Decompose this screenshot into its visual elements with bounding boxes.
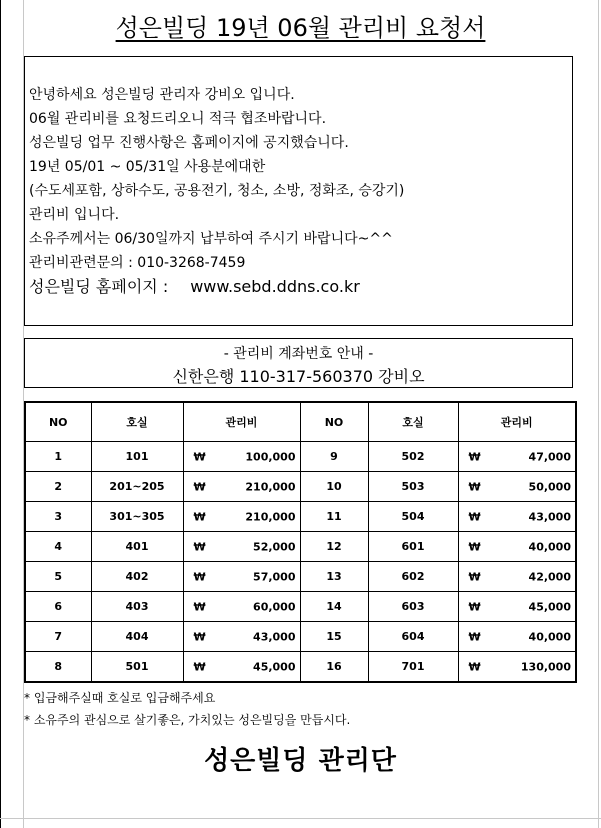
won-symbol: ₩ <box>468 570 481 583</box>
signature: 성은빌딩 관리단 <box>204 746 397 776</box>
fee-amount: 43,000 <box>528 510 571 523</box>
header-no: NO <box>25 402 91 442</box>
table-row <box>25 472 576 502</box>
notice-line: 안녕하세요 성은빌딩 관리자 강비오 입니다. <box>29 87 295 103</box>
row-room: 601 <box>368 532 458 562</box>
table-row <box>25 562 576 592</box>
homepage-url: www.sebd.ddns.co.kr <box>190 277 360 296</box>
row-no: 14 <box>300 592 368 622</box>
row-fee <box>183 562 300 592</box>
row-room: 404 <box>91 622 183 652</box>
header-fee: 관리비 <box>458 402 576 442</box>
won-symbol: ₩ <box>468 660 481 673</box>
notice-line: (수도세포함, 상하수도, 공용전기, 청소, 소방, 정화조, 승강기) <box>29 183 405 199</box>
table-row <box>25 622 576 652</box>
row-no: 3 <box>25 502 91 532</box>
row-room: 504 <box>368 502 458 532</box>
row-no: 6 <box>25 592 91 622</box>
fee-amount: 57,000 <box>253 570 296 583</box>
won-symbol: ₩ <box>193 450 206 463</box>
won-symbol: ₩ <box>193 600 206 613</box>
account-box <box>24 338 573 388</box>
row-no: 8 <box>25 652 91 683</box>
page-margin-line-bottom <box>0 818 601 819</box>
row-no: 4 <box>25 532 91 562</box>
notice-line: 19년 05/01 ~ 05/31일 사용분에대한 <box>29 159 266 175</box>
fee-amount: 43,000 <box>253 630 296 643</box>
row-no: 7 <box>25 622 91 652</box>
row-fee <box>183 472 300 502</box>
row-room: 301~305 <box>91 502 183 532</box>
row-room: 701 <box>368 652 458 683</box>
row-room: 403 <box>91 592 183 622</box>
row-fee <box>458 532 576 562</box>
fee-amount: 40,000 <box>528 630 571 643</box>
fee-amount: 40,000 <box>528 540 571 553</box>
table-row <box>25 442 576 472</box>
won-symbol: ₩ <box>193 630 206 643</box>
table-row <box>25 502 576 532</box>
document-title: 성은빌딩 19년 06월 관리비 요청서 <box>115 14 486 42</box>
row-room: 604 <box>368 622 458 652</box>
notice-line: 관리비 입니다. <box>29 207 120 223</box>
notice-box <box>24 56 573 326</box>
row-room: 501 <box>91 652 183 683</box>
homepage-label: 성은빌딩 홈페이지 : <box>29 277 169 296</box>
row-room: 101 <box>91 442 183 472</box>
row-fee <box>183 442 300 472</box>
header-room: 호실 <box>91 402 183 442</box>
fee-amount: 210,000 <box>245 510 296 523</box>
row-fee <box>458 562 576 592</box>
account-title: - 관리비 계좌번호 안내 - <box>223 346 374 362</box>
won-symbol: ₩ <box>468 630 481 643</box>
page-margin-line-right <box>598 0 599 828</box>
footnote: * 소유주의 관심으로 살기좋은, 가치있는 성은빌딩을 만듭시다. <box>24 713 351 727</box>
row-fee <box>183 652 300 683</box>
fee-table <box>24 401 577 683</box>
row-room: 503 <box>368 472 458 502</box>
fee-amount: 42,000 <box>528 570 571 583</box>
fee-amount: 47,000 <box>528 450 571 463</box>
footnote: * 입금해주실때 호실로 입금해주세요 <box>24 691 216 705</box>
row-fee <box>183 532 300 562</box>
table-header-row <box>25 402 576 442</box>
won-symbol: ₩ <box>468 450 481 463</box>
won-symbol: ₩ <box>193 510 206 523</box>
fee-amount: 52,000 <box>253 540 296 553</box>
header-no: NO <box>300 402 368 442</box>
row-fee <box>458 472 576 502</box>
row-fee <box>183 592 300 622</box>
notice-line: 06월 관리비를 요청드리오니 적극 협조바랍니다. <box>29 111 327 127</box>
row-no: 16 <box>300 652 368 683</box>
row-no: 15 <box>300 622 368 652</box>
row-no: 1 <box>25 442 91 472</box>
account-number: 신한은행 110-317-560370 강비오 <box>172 367 425 386</box>
won-symbol: ₩ <box>193 480 206 493</box>
notice-line: 소유주께서는 06/30일까지 납부하여 주시기 바랍니다~^^ <box>29 231 393 247</box>
won-symbol: ₩ <box>193 540 206 553</box>
row-fee <box>458 502 576 532</box>
fee-amount: 210,000 <box>245 480 296 493</box>
fee-amount: 50,000 <box>528 480 571 493</box>
row-no: 2 <box>25 472 91 502</box>
won-symbol: ₩ <box>468 600 481 613</box>
notice-line: 관리비관련문의 : 010-3268-7459 <box>29 255 246 271</box>
row-no: 12 <box>300 532 368 562</box>
page-border-left <box>0 0 1 828</box>
fee-amount: 45,000 <box>253 660 296 673</box>
notice-line: 성은빌딩 업무 진행사항은 홈페이지에 공지했습니다. <box>29 135 349 151</box>
row-room: 602 <box>368 562 458 592</box>
row-no: 10 <box>300 472 368 502</box>
row-room: 502 <box>368 442 458 472</box>
table-row <box>25 532 576 562</box>
row-room: 201~205 <box>91 472 183 502</box>
row-fee <box>458 592 576 622</box>
row-no: 5 <box>25 562 91 592</box>
fee-amount: 100,000 <box>245 450 296 463</box>
fee-amount: 60,000 <box>253 600 296 613</box>
row-fee <box>183 502 300 532</box>
row-no: 13 <box>300 562 368 592</box>
homepage-line <box>29 278 360 296</box>
header-fee: 관리비 <box>183 402 300 442</box>
won-symbol: ₩ <box>468 480 481 493</box>
table-row <box>25 652 576 683</box>
header-room: 호실 <box>368 402 458 442</box>
won-symbol: ₩ <box>193 660 206 673</box>
row-room: 402 <box>91 562 183 592</box>
row-no: 9 <box>300 442 368 472</box>
row-fee <box>458 622 576 652</box>
table-row <box>25 592 576 622</box>
won-symbol: ₩ <box>193 570 206 583</box>
row-fee <box>458 442 576 472</box>
won-symbol: ₩ <box>468 510 481 523</box>
row-room: 603 <box>368 592 458 622</box>
fee-amount: 45,000 <box>528 600 571 613</box>
won-symbol: ₩ <box>468 540 481 553</box>
row-no: 11 <box>300 502 368 532</box>
row-fee <box>458 652 576 683</box>
row-fee <box>183 622 300 652</box>
row-room: 401 <box>91 532 183 562</box>
fee-amount: 130,000 <box>520 660 571 673</box>
